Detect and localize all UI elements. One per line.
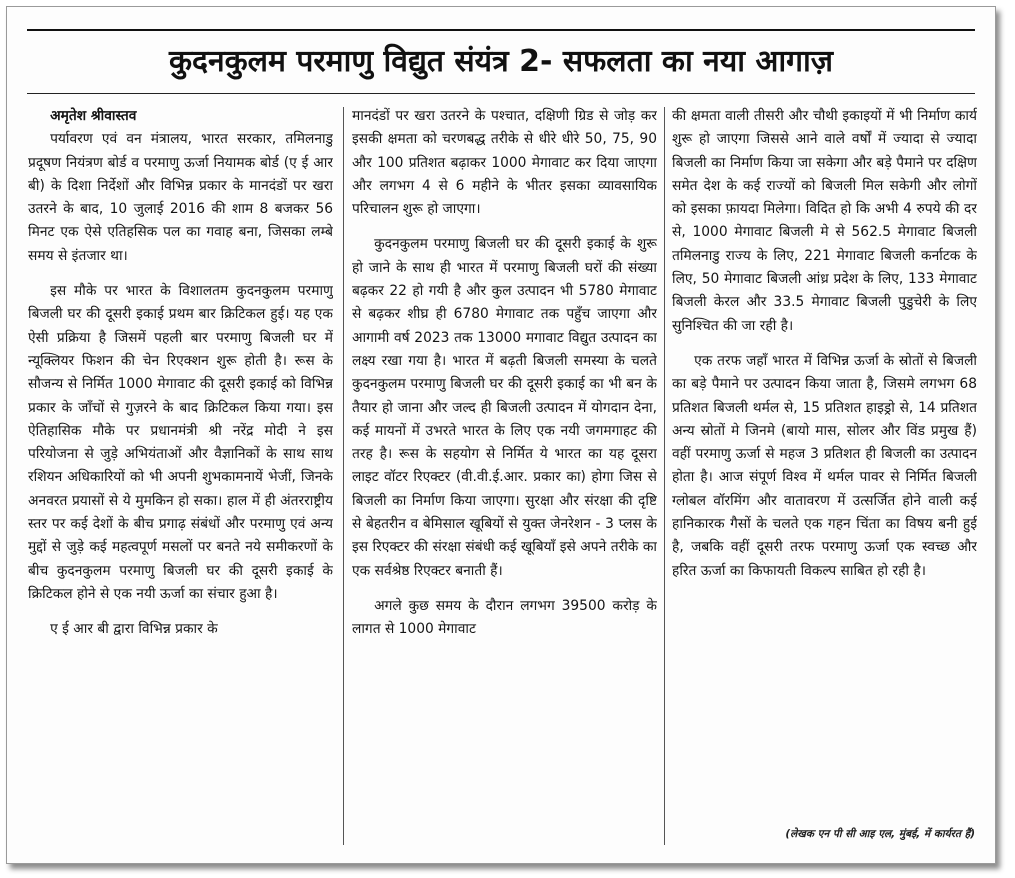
top-rule bbox=[27, 29, 975, 31]
column-divider bbox=[664, 107, 665, 845]
paragraph: एक तरफ जहाँ भारत में विभिन्न ऊर्जा के स्रोतों से बिजली का बड़े पैमाने पर उत्पादन किया जाता है, जिसमे लगभग 68 प्रतिशत बिजली थर्मल से, 15 प्रतिशत हाइड्रो से, 14 प्रतिशत अन्य स्रोतों मे जिनमे (बायो मास, सोलर और विंड प्रमुख हैं) वहीं परमाणु ऊर्जा से महज 3 प्रतिशत ही बिजली का उत्पादन होता है। आज संपूर्ण विश्व में थर्मल पावर से निर्मित बिजली ग्लोबल वॉरमिंग और वातावरण में उत्सर्जित होने वाली कई हानिकारक गैसों के चलते एक गहन चिंता का विषय बनी हुई है, जबकि वहीं दूसरी तरफ परमाणु ऊर्जा एक स्वच्छ और हरित ऊर्जा का किफायती विकल्प साबित हो रही है। bbox=[672, 352, 977, 579]
byline: अमृतेश श्रीवास्तव bbox=[50, 108, 137, 124]
column-divider bbox=[343, 107, 344, 845]
paragraph: इस मौके पर भारत के विशालतम कुदनकुलम परमाणु बिजली घर की दूसरी इकाई प्रथम बार क्रिटिकल हुई। यह एक ऐसी प्रक्रिया है जिसमें पहली बार परमाणु बिजली घर में न्यूक्लियर फिशन की चेन रिएक्शन शुरू होती है। रूस के सौजन्य से निर्मित 1000 मेगावाट की दूसरी इकाई को विभिन्न प्रकार के जाँचों से गुज़रने के बाद क्रिटिकल किया गया। इस ऐतिहासिक मौके पर प्रधानमंत्री श्री नरेंद्र मोदी ने इस परियोजना से जुड़े अभियंताओं और वैज्ञानिकों के साथ साथ रशियन अधिकारियों को भी अपनी शुभकामनायें भेजीं, जिनके अनवरत प्रयासों से ये मुमकिन हो सका। हाल में ही अंतरराष्ट्रीय स्तर पर कई देशों के बीच प्रगाढ़ संबंधों और परमाणु एवं अन्य मुद्दों से जुड़े कई महत्वपूर्ण मसलों पर बनते नये समीकरणों के बीच कुदनकुलम परमाणु बिजली घर की दूसरी इकाई के क्रिटिकल होने से एक नयी ऊर्जा का संचार हुआ है। bbox=[28, 283, 333, 602]
column-1 bbox=[28, 105, 333, 850]
paragraph: कुदनकुलम परमाणु बिजली घर की दूसरी इकाई के शुरू हो जाने के साथ ही भारत में परमाणु बिजली घरों की संख्या बढ़कर 22 हो गयी है और कुल उत्पादन भी 5780 मेगावाट से बढ़कर शीघ्र ही 6780 मेगावाट तक पहुँच जाएगा और आगामी वर्ष 2023 तक 13000 मगावाट विद्युत उत्पादन का लक्ष्य रखा गया है। भारत में बढ़ती बिजली समस्या के चलते कुदनकुलम परमाणु बिजली घर की दूसरी इकाई का भी बन के तैयार हो जाना और जल्द ही बिजली उत्पादन में योगदान देना, कई मायनों में उभरते भारत के लिए एक नयी जगमगाहट की तरह है। रूस के सहयोग से निर्मित ये भारत का यह दूसरा लाइट वॉटर रिएक्टर (वी.वी.ई.आर. प्रकार का) होगा जिस से बिजली का निर्माण किया जाएगा। सुरक्षा और संरक्षा की दृष्टि से बेहतरीन व बेमिसाल खूबियों से युक्त जेनरेशन - 3 प्लस के इस रिएक्टर की संरक्षा संबंधी कई खूबियाँ इसे अपने तरीके का एक सर्वश्रेष्ठ रिएक्टर बनाती हैं। bbox=[352, 236, 657, 579]
headline: कुदनकुलम परमाणु विद्युत संयंत्र 2- सफलता का नया आगाज़ bbox=[168, 44, 834, 79]
paragraph: की क्षमता वाली तीसरी और चौथी इकाइयों में भी निर्माण कार्य शुरू हो जाएगा जिससे आने वाले वर्षों में ज्यादा से ज्यादा बिजली का निर्माण किया जा सकेगा और बड़े पैमाने पर दक्षिण समेत देश के कई राज्यों को बिजली मिल सकेगी और लोगों को इसका फ़ायदा मिलेगा। विदित हो कि अभी 4 रुपये की दर से, 1000 मेगावाट बिजली मे से 562.5 मेगावाट बिजली तमिलनाडु राज्य के लिए, 221 मेगावाट बिजली कर्नाटक के लिए, 50 मेगावाट बिजली आंध्र प्रदेश के लिए, 133 मेगावाट बिजली केरल और 33.5 मेगावाट बिजली पुडुचेरी के लिए सुनिश्चित की जा रही है। bbox=[672, 108, 977, 334]
paragraph: ए ई आर बी द्वारा विभिन्न प्रकार के bbox=[50, 621, 218, 638]
newspaper-clipping bbox=[6, 6, 996, 864]
headline-rule bbox=[27, 93, 975, 94]
column-2 bbox=[352, 105, 657, 850]
paragraph: मानदंडों पर खरा उतरने के पश्चात, दक्षिणी ग्रिड से जोड़ कर इसकी क्षमता को चरणबद्ध तरीके से धीरे धीरे 50, 75, 90 और 100 प्रतिशत बढ़ाकर 1000 मेगावाट कर दिया जाएगा और लगभग 4 से 6 महीने के भीतर इसका व्यावसायिक परिचालन शुरू हो जाएगा। bbox=[352, 108, 657, 218]
paragraph: अगले कुछ समय के दौरान लगभग 39500 करोड़ के लागत से 1000 मेगावाट bbox=[352, 597, 657, 638]
column-3 bbox=[672, 105, 977, 850]
author-credit: (लेखक एन पी सी आइ एल, मुंबई, में कार्यरत हैं) bbox=[785, 828, 975, 840]
paragraph: पर्यावरण एवं वन मंत्रालय, भारत सरकार, तमिलनाडु प्रदूषण नियंत्रण बोर्ड व परमाणु ऊर्जा नियामक बोर्ड (ए ई आर बी) के दिशा निर्देशों और विभिन्न प्रकार के मानदंडों पर खरा उतरने के बाद, 10 जुलाई 2016 की शाम 8 बजकर 56 मिनट एक ऐसे एतिहसिक पल का गवाह बना, जिसका लम्बे समय से इंतजार था। bbox=[28, 131, 333, 264]
